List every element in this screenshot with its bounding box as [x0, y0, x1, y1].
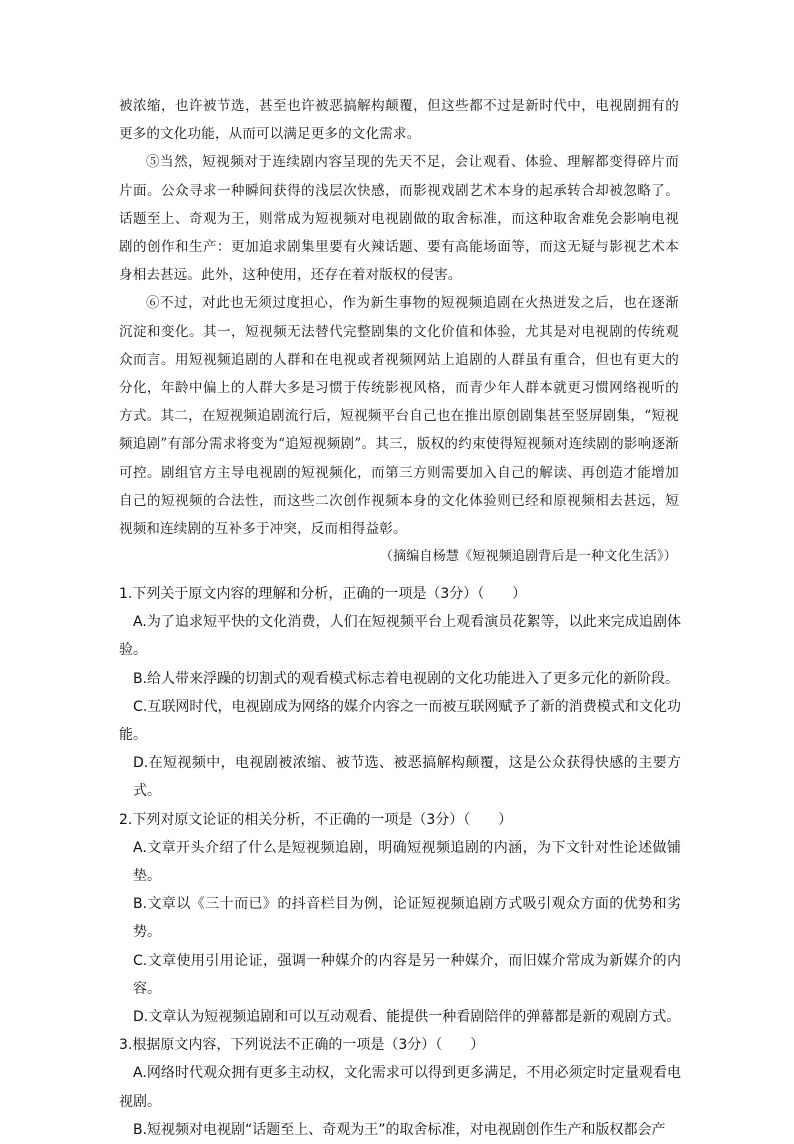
passage-paragraph-6: ⑥不过，对此也无须过度担心，作为新生事物的短视频追剧在火热迸发之后，也在逐渐沉淀和变化。其一，短视频无法替代完整剧集的文化价值和体验，尤其是对电视剧的传统观众而言。用短视频追剧的人群和在电视或者视频网站上追剧的人群虽有重合，但也有更大的分化，年龄中偏上的人群大多是习惯于传统影视风格，而青少年人群本就更习惯网络视听的方式。其二，在短视频追剧流行后，短视频平台自己也在推出原创剧集甚至竖屏剧集，“短视频追剧”有部分需求将变为“追短视频剧”。其三，版权的约束使得短视频对连续剧的影响逐渐可控。剧组官方主导电视剧的短视频化，而第三方则需要加入自己的解读、再创造才能增加自己的短视频的合法性，而这些二次创作视频本身的文化体验则已经和原视频相去甚远，短视频和连续剧的互补多于冲突，反而相得益彰。 [119, 295, 679, 538]
question-stem: 2.下列对原文论证的相关分析，不正确的一项是（3分）（ ） [119, 811, 513, 828]
question-option-b: B.给人带来浮躁的切割式的观看模式标志着电视剧的文化功能进入了更多元化的新阶段。 [133, 670, 680, 687]
question-option-c: C.互联网时代，电视剧成为网络的媒介内容之一而被互联网赋予了新的消费模式和文化功能。 [119, 698, 681, 744]
passage-paragraph-5: ⑤当然，短视频对于连续剧内容呈现的先天不足，会让观看、体验、理解都变得碎片而片面。公众寻求一种瞬间获得的浅层次快感，而影视戏剧艺术本身的起承转合却被忽略了。话题至上、奇观为王，则常成为短视频对电视剧做的取舍标准，而这种取舍难免会影响电视剧的创作和生产：更加追求剧集里要有火辣话题、要有高能场面等，而这无疑与影视艺术本身相去甚远。此外，这种使用，还存在着对版权的侵害。 [119, 154, 679, 284]
question-option-b: B.短视频对电视剧“话题至上、奇观为王”的取舍标准，对电视剧创作生产和版权都会产 [133, 1121, 666, 1138]
question-option-a: A.网络时代观众拥有更多主动权，文化需求可以得到更多满足，不用必须定时定量观看电视剧。 [119, 1065, 681, 1110]
question-option-c: C.文章使用引用论证，强调一种媒介的内容是另一种媒介，而旧媒介常成为新媒介的内容。 [133, 952, 681, 997]
reading-passage [119, 92, 679, 571]
question-1 [119, 580, 681, 806]
question-option-b: B.文章以《三十而已》的抖音栏目为例，论证短视频追剧方式吸引观众方面的优势和劣势。 [133, 896, 681, 941]
question-option-a: A.文章开头介绍了什么是短视频追剧，明确短视频追剧的内涵，为下文针对性论述做铺垫。 [133, 839, 681, 885]
question-option-d: D.在短视频中，电视剧被浓缩、被节选、被恶搞解构颠覆，这是公众获得快感的主要方式。 [133, 755, 681, 800]
question-option-d: D.文章认为短视频追剧和可以互动观看、能提供一种看剧陪伴的弹幕都是新的观剧方式。 [133, 1009, 681, 1026]
passage-source-citation: （摘编自杨慧《短视频追剧背后是一种文化生活》） [379, 549, 677, 565]
question-stem: 3.根据原文内容，下列说法不正确的一项是（3分）（ ） [119, 1037, 485, 1054]
question-3 [119, 1031, 681, 1144]
question-2 [119, 806, 681, 1032]
passage-paragraph-continued: 被浓缩，也许被节选，甚至也许被恶搞解构颠覆，但这些都不过是新时代中，电视剧拥有的更多的文化功能，从而可以满足更多的文化需求。 [119, 98, 679, 143]
question-list [119, 580, 681, 1144]
question-option-a: A.为了追求短平快的文化消费，人们在短视频平台上观看演员花絮等，以此来完成追剧体验。 [119, 614, 681, 659]
question-stem: 1.下列关于原文内容的理解和分析，正确的一项是（3分）（ ） [119, 586, 527, 602]
